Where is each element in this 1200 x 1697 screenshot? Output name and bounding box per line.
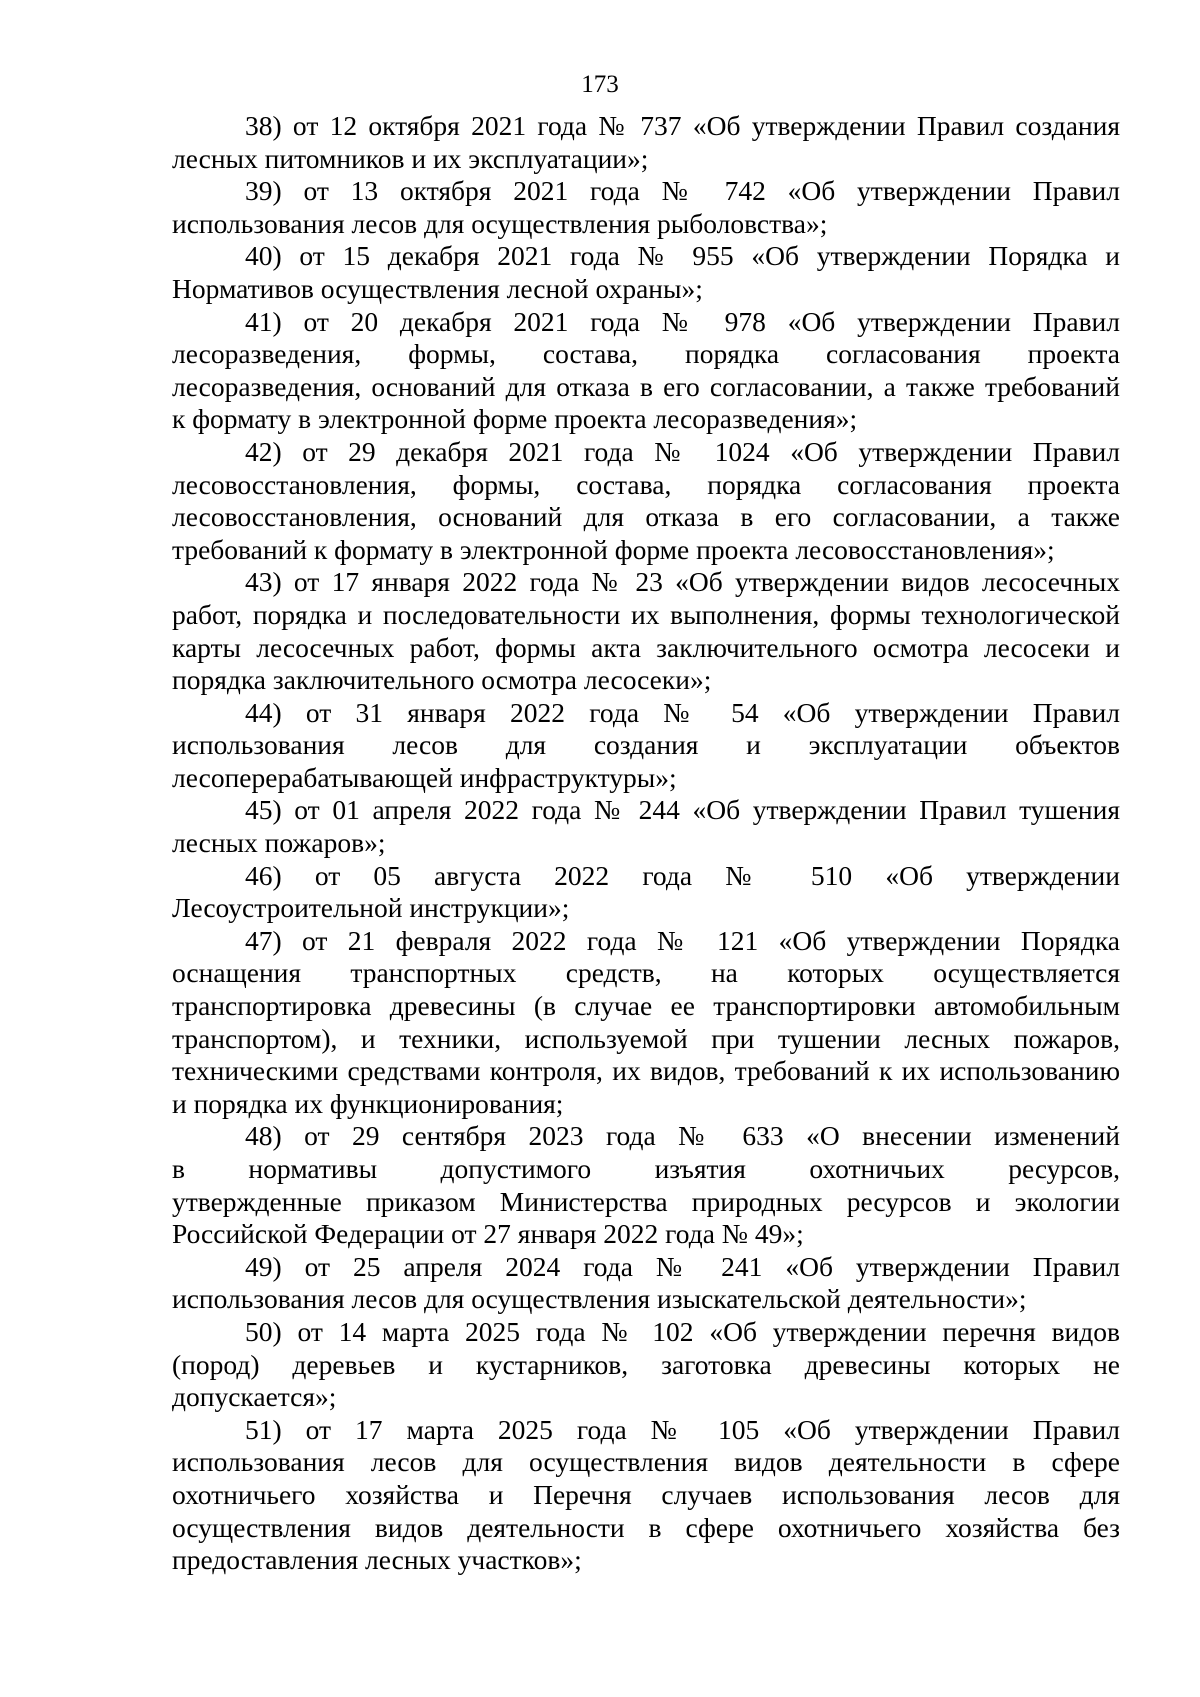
body-text bbox=[172, 110, 1120, 1577]
text-line: (пород) деревьев и кустарников, заготовка древесины которых не bbox=[172, 1348, 1120, 1380]
text-line: в нормативы допустимого изъятия охотничьих ресурсов, bbox=[172, 1153, 1120, 1184]
text-line: использования лесов для создания и эксплуатации объектов bbox=[172, 729, 1120, 761]
list-item-46 bbox=[172, 860, 1120, 925]
text-line: и порядка их функционирования; bbox=[172, 1087, 564, 1119]
list-item-51 bbox=[172, 1414, 1120, 1577]
text-line: работ, порядка и последовательности их выполнения, формы технологической bbox=[172, 598, 1120, 630]
text-line: 51) от 17 марта 2025 года № 105 «Об утверждении Правил bbox=[245, 1413, 1120, 1445]
list-item-42 bbox=[172, 436, 1120, 566]
text-line: техническими средствами контроля, их видов, требований к их использованию bbox=[172, 1055, 1120, 1087]
text-line: использования лесов для осуществления видов деятельности в сфере bbox=[172, 1446, 1120, 1478]
text-line: лесоразведения, оснований для отказа в его согласовании, а также требований bbox=[172, 370, 1120, 402]
text-line: Российской Федерации от 27 января 2022 года № 49»; bbox=[172, 1218, 804, 1250]
text-line: 38) от 12 октября 2021 года № 737 «Об утверждении Правил создания bbox=[245, 110, 1120, 141]
text-line: осуществления видов деятельности в сфере охотничьего хозяйства без bbox=[172, 1511, 1120, 1543]
text-line: лесовосстановления, формы, состава, порядка согласования проекта bbox=[172, 468, 1120, 500]
text-line: использования лесов для осуществления рыболовства»; bbox=[172, 207, 828, 239]
text-line: 39) от 13 октября 2021 года № 742 «Об утверждении Правил bbox=[245, 175, 1120, 207]
list-item-40 bbox=[172, 240, 1120, 305]
text-line: лесных пожаров»; bbox=[172, 827, 386, 859]
text-line: 42) от 29 декабря 2021 года № 1024 «Об утверждении Правил bbox=[245, 435, 1120, 467]
text-line: допускается»; bbox=[172, 1381, 337, 1413]
text-line: утвержденные приказом Министерства природных ресурсов и экологии bbox=[172, 1185, 1120, 1217]
list-item-39 bbox=[172, 175, 1120, 240]
text-line: лесоразведения, формы, состава, порядка согласования проекта bbox=[172, 338, 1120, 370]
text-line: карты лесосечных работ, формы акта заключительного осмотра лесосеки и bbox=[172, 631, 1120, 663]
text-line: требований к формату в электронной форме проекта лесовосстановления»; bbox=[172, 533, 1055, 565]
text-line: 43) от 17 января 2022 года № 23 «Об утверждении видов лесосечных bbox=[245, 566, 1120, 598]
text-line: 41) от 20 декабря 2021 года № 978 «Об утверждении Правил bbox=[245, 305, 1120, 337]
list-item-49 bbox=[172, 1251, 1120, 1316]
text-line: Нормативов осуществления лесной охраны»; bbox=[172, 272, 703, 304]
list-item-48 bbox=[172, 1120, 1120, 1250]
list-item-44 bbox=[172, 697, 1120, 795]
text-line: лесоперерабатывающей инфраструктуры»; bbox=[172, 761, 677, 793]
text-line: к формату в электронной форме проекта лесоразведения»; bbox=[172, 403, 858, 435]
list-item-43 bbox=[172, 566, 1120, 696]
text-line: лесовосстановления, оснований для отказа в его согласовании, а также bbox=[172, 501, 1120, 533]
text-line: лесных питомников и их эксплуатации»; bbox=[172, 142, 649, 174]
list-item-45 bbox=[172, 794, 1120, 859]
text-line: 47) от 21 февраля 2022 года № 121 «Об утверждении Порядка bbox=[245, 924, 1120, 956]
text-line: 46) от 05 августа 2022 года № 510 «Об утверждении bbox=[245, 859, 1120, 891]
text-line: использования лесов для осуществления изыскательской деятельности»; bbox=[172, 1283, 1027, 1315]
text-line: охотничьего хозяйства и Перечня случаев использования лесов для bbox=[172, 1478, 1120, 1510]
text-line: 40) от 15 декабря 2021 года № 955 «Об утверждении Порядка и bbox=[245, 240, 1120, 272]
text-line: 48) от 29 сентября 2023 года № 633 «О внесении изменений bbox=[245, 1120, 1120, 1152]
text-line: 45) от 01 апреля 2022 года № 244 «Об утверждении Правил тушения bbox=[245, 794, 1120, 826]
text-line: оснащения транспортных средств, на которых осуществляется bbox=[172, 957, 1120, 989]
text-line: 50) от 14 марта 2025 года № 102 «Об утверждении перечня видов bbox=[245, 1315, 1120, 1347]
text-line: транспортом), и техники, используемой при тушении лесных пожаров, bbox=[172, 1022, 1120, 1054]
list-item-38 bbox=[172, 110, 1120, 175]
text-line: предоставления лесных участков»; bbox=[172, 1544, 582, 1576]
list-item-50 bbox=[172, 1316, 1120, 1414]
text-line: 44) от 31 января 2022 года № 54 «Об утверждении Правил bbox=[245, 696, 1120, 728]
page-number: 173 bbox=[581, 71, 619, 98]
text-line: порядка заключительного осмотра лесосеки»; bbox=[172, 664, 712, 696]
text-line: 49) от 25 апреля 2024 года № 241 «Об утверждении Правил bbox=[245, 1250, 1120, 1282]
list-item-41 bbox=[172, 306, 1120, 436]
list-item-47 bbox=[172, 925, 1120, 1121]
text-line: транспортировка древесины (в случае ее транспортировки автомобильным bbox=[172, 990, 1120, 1022]
text-line: Лесоустроительной инструкции»; bbox=[172, 892, 570, 924]
